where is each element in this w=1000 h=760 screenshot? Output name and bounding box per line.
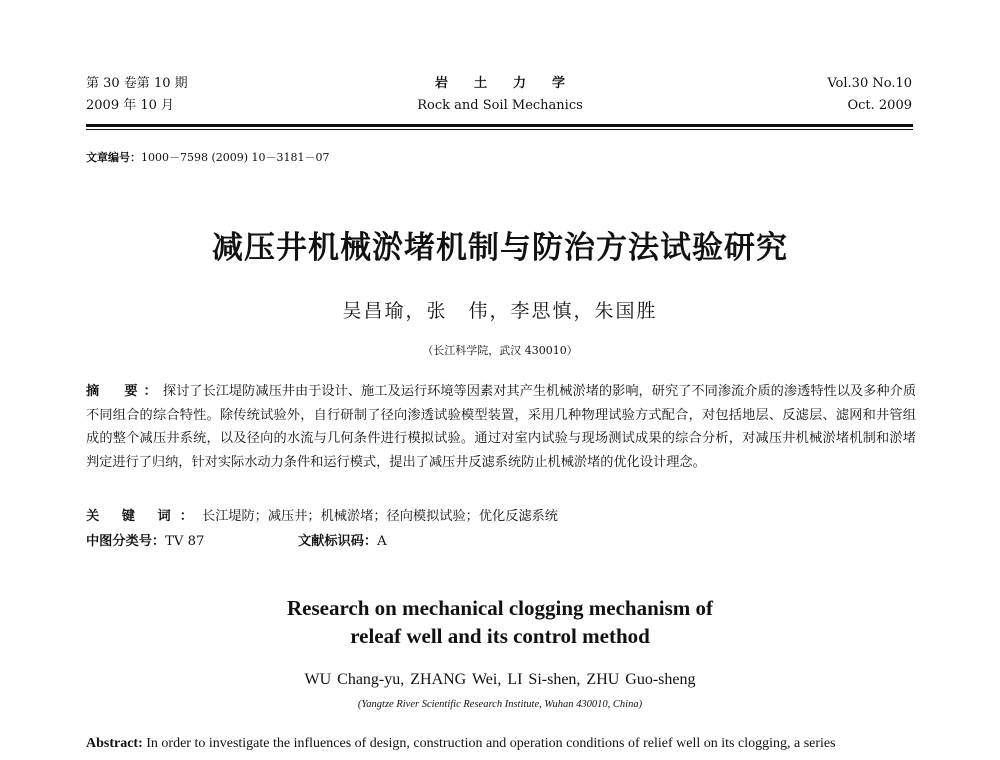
document-code <box>298 530 387 549</box>
journal-name-cn: 岩土力学 <box>434 76 591 91</box>
volume-issue-cn: 第 30 卷第 10 期 <box>86 76 188 91</box>
volume-issue-en: Vol.30 No.10 <box>827 76 912 91</box>
abstract-cn <box>86 380 916 474</box>
abstract-cn-label: 摘 要： <box>86 384 163 399</box>
header-right <box>827 73 912 117</box>
keywords-cn-text: 长江堤防；减压井；机械淤堵；径向模拟试验；优化反滤系统 <box>201 509 558 524</box>
title-en-line1: Research on mechanical clogging mechanism of <box>287 596 713 620</box>
article-number-value: 1000－7598 (2009) 10－3181－07 <box>141 151 330 164</box>
classification <box>86 530 387 549</box>
header-rule-thin <box>86 129 913 130</box>
doc-code-label: 文献标识码： <box>298 534 378 549</box>
title-en <box>0 594 1000 650</box>
affiliation-en: (Yangtze River Scientific Research Institute, Wuhan 430010, China) <box>357 699 643 710</box>
authors-en: WU Chang-yu, ZHANG Wei, LI Si-shen, ZHU Guo-sheng <box>304 671 696 688</box>
clc-label: 中图分类号： <box>86 534 166 549</box>
keywords-cn <box>86 505 558 524</box>
article-number <box>86 149 330 165</box>
authors-cn: 吴昌瑜，张 伟，李思慎，朱国胜 <box>342 300 658 322</box>
doc-code-value: A <box>377 534 387 549</box>
title-en-line2: releaf well and its control method <box>350 624 650 648</box>
affiliation-cn: （长江科学院，武汉 430010） <box>422 344 578 357</box>
date-cn: 2009 年 10 月 <box>86 98 175 113</box>
abstract-en <box>86 736 916 752</box>
abstract-en-label: Abstract: <box>86 736 143 751</box>
article-number-label: 文章编号： <box>86 151 141 164</box>
clc-value: TV 87 <box>165 534 205 549</box>
abstract-en-text: In order to investigate the influences of design, construction and operation conditions of relief well on its clogging, a series <box>142 736 836 751</box>
date-en: Oct. 2009 <box>847 98 912 113</box>
keywords-cn-label: 关 键 词： <box>86 509 202 524</box>
abstract-cn-text: 探讨了长江堤防减压井由于设计、施工及运行环境等因素对其产生机械淤堵的影响，研究了不同渗流介质的渗透特性以及多种介质不同组合的综合特性。除传统试验外，自行研制了径向渗透试验模型装置，采用几种物理试验方式配合，对包括地层、反滤层、滤网和井管组成的整个减压井系统，以及径向的水流与几何条件进行模拟试验。通过对室内试验与现场测试成果的综合分析，对减压井机械淤堵机制和淤堵判定进行了归纳，针对实际水动力条件和运行模式，提出了减压井反滤系统防止机械淤堵的优化设计理念。 <box>86 384 916 470</box>
journal-name-en: Rock and Soil Mechanics <box>417 98 583 113</box>
header-rule-thick <box>86 124 913 127</box>
title-cn: 减压井机械淤堵机制与防治方法试验研究 <box>212 230 788 266</box>
